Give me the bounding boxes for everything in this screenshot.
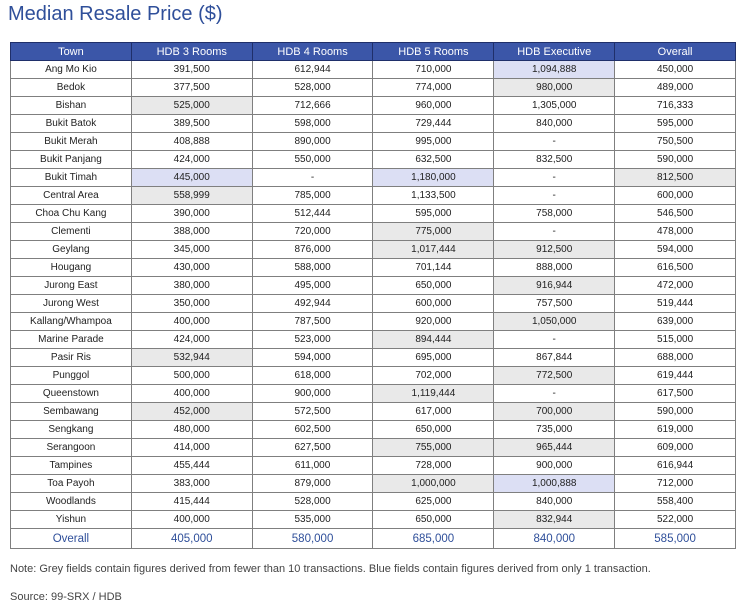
source-line: Source: 99-SRX / HDB xyxy=(10,591,122,603)
price-cell: 900,000 xyxy=(252,385,373,403)
price-cell: 619,444 xyxy=(615,367,736,385)
page-title: Median Resale Price ($) xyxy=(8,3,223,25)
town-cell: Kallang/Whampoa xyxy=(11,313,132,331)
price-cell: 388,000 xyxy=(131,223,252,241)
price-cell: 445,000 xyxy=(131,169,252,187)
price-cell: 701,144 xyxy=(373,259,494,277)
price-cell: 712,000 xyxy=(615,475,736,493)
price-cell: 650,000 xyxy=(373,511,494,529)
table-row xyxy=(11,403,736,421)
town-cell: Yishun xyxy=(11,511,132,529)
table-row xyxy=(11,295,736,313)
table-row xyxy=(11,205,736,223)
price-cell: 400,000 xyxy=(131,385,252,403)
price-cell: 894,444 xyxy=(373,331,494,349)
price-cell: 1,000,888 xyxy=(494,475,615,493)
price-cell: 345,000 xyxy=(131,241,252,259)
price-cell: 600,000 xyxy=(615,187,736,205)
price-cell: 720,000 xyxy=(252,223,373,241)
footnote: Note: Grey fields contain figures derived from fewer than 10 transactions. Blue fields contain figures derived from only 1 transaction. xyxy=(10,563,651,575)
price-cell: 495,000 xyxy=(252,277,373,295)
price-cell: 430,000 xyxy=(131,259,252,277)
price-cell: 595,000 xyxy=(373,205,494,223)
overall-label: Overall xyxy=(11,529,132,549)
town-cell: Bedok xyxy=(11,79,132,97)
price-cell: 960,000 xyxy=(373,97,494,115)
price-cell: - xyxy=(494,385,615,403)
price-cell: 787,500 xyxy=(252,313,373,331)
price-cell: 522,000 xyxy=(615,511,736,529)
price-cell: 712,666 xyxy=(252,97,373,115)
price-cell: 912,500 xyxy=(494,241,615,259)
price-cell: 400,000 xyxy=(131,313,252,331)
price-cell: 525,000 xyxy=(131,97,252,115)
price-cell: 695,000 xyxy=(373,349,494,367)
price-cell: 350,000 xyxy=(131,295,252,313)
price-cell: 617,500 xyxy=(615,385,736,403)
price-cell: 380,000 xyxy=(131,277,252,295)
table-row xyxy=(11,421,736,439)
table-body xyxy=(11,61,736,529)
price-cell: 519,444 xyxy=(615,295,736,313)
price-cell: 812,500 xyxy=(615,169,736,187)
table-row xyxy=(11,277,736,295)
price-cell: 650,000 xyxy=(373,277,494,295)
price-cell: 588,000 xyxy=(252,259,373,277)
town-cell: Pasir Ris xyxy=(11,349,132,367)
price-cell: 1,180,000 xyxy=(373,169,494,187)
table-row xyxy=(11,493,736,511)
price-cell: 757,500 xyxy=(494,295,615,313)
price-cell: 1,119,444 xyxy=(373,385,494,403)
price-cell: 512,444 xyxy=(252,205,373,223)
table-row xyxy=(11,241,736,259)
price-cell: 400,000 xyxy=(131,511,252,529)
price-cell: 612,944 xyxy=(252,61,373,79)
price-cell: 755,000 xyxy=(373,439,494,457)
table-row xyxy=(11,223,736,241)
table-row xyxy=(11,259,736,277)
price-cell: 408,888 xyxy=(131,133,252,151)
price-cell: 472,000 xyxy=(615,277,736,295)
price-cell: 590,000 xyxy=(615,403,736,421)
table-row xyxy=(11,187,736,205)
price-cell: 716,333 xyxy=(615,97,736,115)
price-cell: 450,000 xyxy=(615,61,736,79)
header-row xyxy=(11,43,736,61)
price-cell: 688,000 xyxy=(615,349,736,367)
town-cell: Queenstown xyxy=(11,385,132,403)
town-cell: Bishan xyxy=(11,97,132,115)
town-cell: Punggol xyxy=(11,367,132,385)
price-cell: 528,000 xyxy=(252,79,373,97)
price-cell: 424,000 xyxy=(131,151,252,169)
price-cell: 1,305,000 xyxy=(494,97,615,115)
price-cell: 558,400 xyxy=(615,493,736,511)
price-cell: 523,000 xyxy=(252,331,373,349)
price-cell: 879,000 xyxy=(252,475,373,493)
price-cell: 424,000 xyxy=(131,331,252,349)
price-cell: 735,000 xyxy=(494,421,615,439)
price-cell: 617,000 xyxy=(373,403,494,421)
price-cell: - xyxy=(252,169,373,187)
price-cell: 700,000 xyxy=(494,403,615,421)
price-cell: 383,000 xyxy=(131,475,252,493)
price-cell: 1,133,500 xyxy=(373,187,494,205)
price-cell: 995,000 xyxy=(373,133,494,151)
header-overall: Overall xyxy=(615,43,736,61)
price-cell: 415,444 xyxy=(131,493,252,511)
table-row xyxy=(11,313,736,331)
town-cell: Marine Parade xyxy=(11,331,132,349)
town-cell: Geylang xyxy=(11,241,132,259)
price-cell: 840,000 xyxy=(494,493,615,511)
table-row xyxy=(11,475,736,493)
price-cell: 489,000 xyxy=(615,79,736,97)
price-cell: 867,844 xyxy=(494,349,615,367)
price-cell: 750,500 xyxy=(615,133,736,151)
header-town: Town xyxy=(11,43,132,61)
price-cell: 598,000 xyxy=(252,115,373,133)
price-cell: 616,500 xyxy=(615,259,736,277)
header-hdb-5-rooms: HDB 5 Rooms xyxy=(373,43,494,61)
price-cell: 832,944 xyxy=(494,511,615,529)
price-cell: 452,000 xyxy=(131,403,252,421)
price-cell: 900,000 xyxy=(494,457,615,475)
price-cell: 500,000 xyxy=(131,367,252,385)
price-cell: 710,000 xyxy=(373,61,494,79)
price-cell: 377,500 xyxy=(131,79,252,97)
price-cell: - xyxy=(494,133,615,151)
price-cell: 832,500 xyxy=(494,151,615,169)
town-cell: Hougang xyxy=(11,259,132,277)
price-cell: 965,444 xyxy=(494,439,615,457)
price-cell: 528,000 xyxy=(252,493,373,511)
price-cell: 546,500 xyxy=(615,205,736,223)
price-cell: 758,000 xyxy=(494,205,615,223)
town-cell: Tampines xyxy=(11,457,132,475)
price-cell: 390,000 xyxy=(131,205,252,223)
price-cell: 1,094,888 xyxy=(494,61,615,79)
town-cell: Sembawang xyxy=(11,403,132,421)
table-row xyxy=(11,61,736,79)
town-cell: Bukit Panjang xyxy=(11,151,132,169)
price-cell: 639,000 xyxy=(615,313,736,331)
price-cell: 478,000 xyxy=(615,223,736,241)
price-cell: 590,000 xyxy=(615,151,736,169)
overall-cell: 840,000 xyxy=(494,529,615,549)
price-cell: 785,000 xyxy=(252,187,373,205)
resale-price-table xyxy=(10,42,736,549)
price-cell: 1,000,000 xyxy=(373,475,494,493)
price-cell: 616,944 xyxy=(615,457,736,475)
price-cell: 611,000 xyxy=(252,457,373,475)
town-cell: Ang Mo Kio xyxy=(11,61,132,79)
price-cell: 618,000 xyxy=(252,367,373,385)
price-cell: 888,000 xyxy=(494,259,615,277)
price-cell: 594,000 xyxy=(252,349,373,367)
town-cell: Choa Chu Kang xyxy=(11,205,132,223)
price-cell: - xyxy=(494,223,615,241)
price-cell: 774,000 xyxy=(373,79,494,97)
price-cell: 1,050,000 xyxy=(494,313,615,331)
price-cell: 550,000 xyxy=(252,151,373,169)
overall-cell: 405,000 xyxy=(131,529,252,549)
table-row xyxy=(11,79,736,97)
town-cell: Jurong West xyxy=(11,295,132,313)
table-row xyxy=(11,385,736,403)
table-row xyxy=(11,439,736,457)
price-cell: 1,017,444 xyxy=(373,241,494,259)
town-cell: Bukit Merah xyxy=(11,133,132,151)
price-cell: 532,944 xyxy=(131,349,252,367)
overall-row xyxy=(11,529,736,549)
table-row xyxy=(11,169,736,187)
price-cell: 558,999 xyxy=(131,187,252,205)
price-cell: 775,000 xyxy=(373,223,494,241)
table-row xyxy=(11,151,736,169)
price-cell: 391,500 xyxy=(131,61,252,79)
price-cell: 480,000 xyxy=(131,421,252,439)
price-cell: 515,000 xyxy=(615,331,736,349)
price-cell: 594,000 xyxy=(615,241,736,259)
price-cell: 535,000 xyxy=(252,511,373,529)
table-row xyxy=(11,367,736,385)
price-cell: 772,500 xyxy=(494,367,615,385)
price-cell: 920,000 xyxy=(373,313,494,331)
price-cell: 702,000 xyxy=(373,367,494,385)
price-cell: 890,000 xyxy=(252,133,373,151)
town-cell: Toa Payoh xyxy=(11,475,132,493)
price-cell: 840,000 xyxy=(494,115,615,133)
price-cell: 609,000 xyxy=(615,439,736,457)
town-cell: Bukit Batok xyxy=(11,115,132,133)
price-cell: 980,000 xyxy=(494,79,615,97)
price-cell: - xyxy=(494,331,615,349)
header-hdb-executive: HDB Executive xyxy=(494,43,615,61)
price-cell: 455,444 xyxy=(131,457,252,475)
price-cell: 492,944 xyxy=(252,295,373,313)
town-cell: Woodlands xyxy=(11,493,132,511)
price-cell: 729,444 xyxy=(373,115,494,133)
price-cell: 595,000 xyxy=(615,115,736,133)
price-cell: 728,000 xyxy=(373,457,494,475)
table-row xyxy=(11,133,736,151)
town-cell: Central Area xyxy=(11,187,132,205)
price-cell: 572,500 xyxy=(252,403,373,421)
price-cell: 414,000 xyxy=(131,439,252,457)
town-cell: Bukit Timah xyxy=(11,169,132,187)
price-cell: - xyxy=(494,187,615,205)
price-cell: 600,000 xyxy=(373,295,494,313)
town-cell: Sengkang xyxy=(11,421,132,439)
table-row xyxy=(11,511,736,529)
price-cell: 619,000 xyxy=(615,421,736,439)
price-cell: 602,500 xyxy=(252,421,373,439)
price-cell: 389,500 xyxy=(131,115,252,133)
overall-cell: 585,000 xyxy=(615,529,736,549)
town-cell: Clementi xyxy=(11,223,132,241)
price-cell: 650,000 xyxy=(373,421,494,439)
header-hdb-3-rooms: HDB 3 Rooms xyxy=(131,43,252,61)
header-hdb-4-rooms: HDB 4 Rooms xyxy=(252,43,373,61)
overall-cell: 685,000 xyxy=(373,529,494,549)
town-cell: Jurong East xyxy=(11,277,132,295)
price-cell: - xyxy=(494,169,615,187)
town-cell: Serangoon xyxy=(11,439,132,457)
table-row xyxy=(11,457,736,475)
price-cell: 632,500 xyxy=(373,151,494,169)
table-row xyxy=(11,115,736,133)
price-cell: 625,000 xyxy=(373,493,494,511)
overall-cell: 580,000 xyxy=(252,529,373,549)
table-row xyxy=(11,349,736,367)
table-row xyxy=(11,97,736,115)
price-cell: 876,000 xyxy=(252,241,373,259)
table-row xyxy=(11,331,736,349)
price-cell: 916,944 xyxy=(494,277,615,295)
price-cell: 627,500 xyxy=(252,439,373,457)
